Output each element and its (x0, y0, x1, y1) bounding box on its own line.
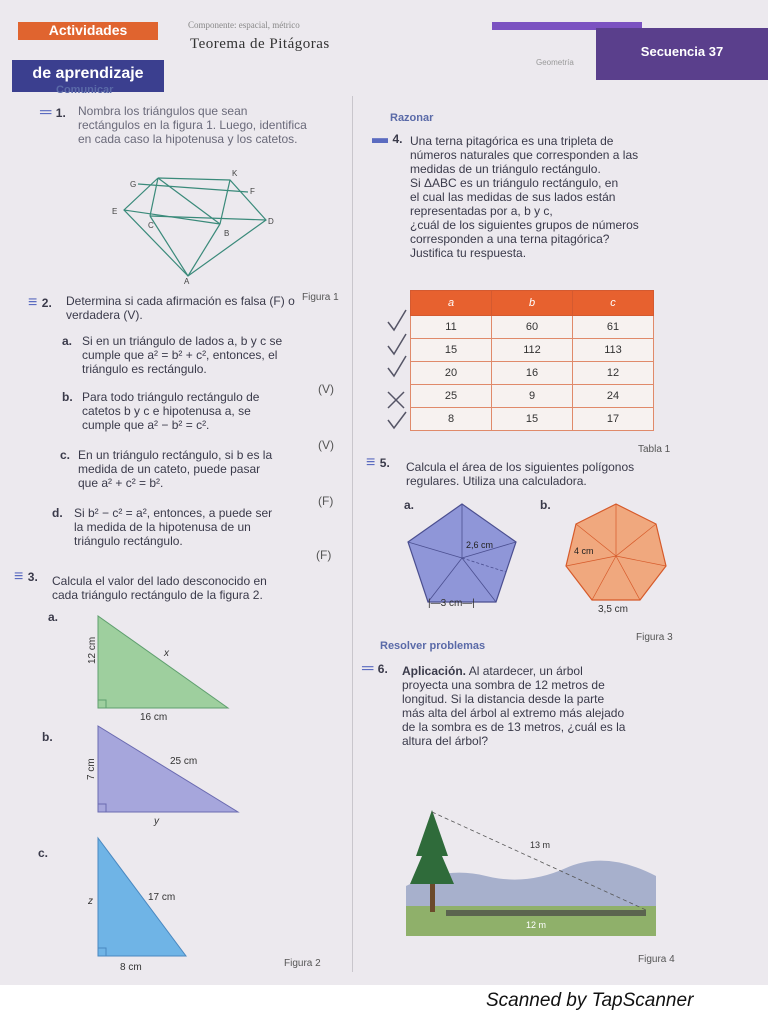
fig1-label: C (148, 221, 154, 230)
q3-number: 3. (27, 570, 38, 584)
q4-line: números naturales que corresponden a las (410, 148, 639, 162)
triangle-b-leg1: 7 cm (86, 758, 97, 780)
q4-line: representadas por a, b y c, (410, 204, 553, 218)
question-3 (14, 568, 38, 586)
check-mark-icon (388, 334, 406, 354)
table-cell: 25 (411, 385, 492, 408)
heptagon-radius-label: 4 cm (574, 546, 594, 556)
q6-line: Al atardecer, un árbol (468, 664, 583, 678)
table-row (411, 316, 654, 339)
section-razonar: Razonar (390, 112, 434, 124)
triangle-a (84, 612, 244, 724)
q3-text (52, 574, 267, 602)
q1-line: Nombra los triángulos que sean (78, 104, 248, 118)
table-1-caption: Tabla 1 (638, 444, 671, 455)
triangle-a-letter: a. (48, 610, 59, 624)
q4-line: ¿cuál de los siguientes grupos de números (410, 218, 639, 232)
q6-bold: Aplicación. (402, 664, 467, 678)
table-header-a: a (411, 291, 492, 316)
fig1-segment (220, 180, 230, 224)
q2a-line: Si en un triángulo de lados a, b y c se (82, 334, 283, 348)
triangle-c-leg2: 8 cm (120, 962, 142, 973)
q2-line: verdadera (V). (66, 308, 143, 322)
check-mark-icon (388, 356, 406, 376)
tree-icon (410, 810, 454, 884)
figure-4-illustration (406, 806, 656, 936)
q2-text (66, 294, 295, 322)
q4-line: Una terna pitagórica es una tripleta de (410, 134, 614, 148)
q2d-line: Si b² − c² = a², entonces, a puede ser (74, 506, 273, 520)
check-mark-icon (388, 310, 406, 330)
q2-number: 2. (41, 296, 52, 310)
triangle-b-letter: b. (42, 730, 53, 744)
q2c-answer: (F) (318, 494, 334, 508)
q6-line: longitud. Si la distancia desde la parte (402, 692, 605, 706)
table-cell: 60 (492, 316, 573, 339)
table-cell: 16 (492, 362, 573, 385)
table-header-row (411, 291, 654, 316)
question-1 (40, 104, 66, 122)
tree-shadow (446, 910, 646, 916)
fig1-segment (150, 216, 266, 220)
q2b (62, 390, 352, 432)
q5-line: Calcula el área de los siguientes polígonos (406, 460, 635, 474)
q1-number: 1. (55, 106, 66, 120)
q6-text (402, 664, 625, 748)
difficulty-icon: ▬ (372, 130, 388, 147)
triangle-c-leg1: z (88, 896, 93, 907)
q5-line: regulares. Utiliza una calculadora. (406, 474, 587, 488)
fig1-label: K (232, 169, 238, 178)
q2a-letter: a. (62, 334, 73, 348)
q2b-line: Para todo triángulo rectángulo de (82, 390, 260, 404)
q1-text (78, 104, 307, 146)
q4-number: 4. (392, 132, 403, 146)
q2d-letter: d. (52, 506, 63, 520)
handwritten-marks (384, 308, 410, 432)
fig1-segment (138, 184, 248, 192)
activities-bottom-label: de aprendizaje (12, 60, 164, 92)
figure-3-caption: Figura 3 (636, 632, 673, 643)
figure-4-caption: Figura 4 (638, 954, 675, 965)
fig1-label: G (130, 180, 137, 189)
q2b-line: cumple que a² − b² = c². (82, 418, 210, 432)
question-6 (362, 660, 388, 678)
table-row (411, 362, 654, 385)
triangle-b-hyp: 25 cm (170, 756, 198, 767)
q2c-letter: c. (60, 448, 71, 462)
q2-line: Determina si cada afirmación es falsa (F) o (66, 294, 295, 308)
q2a-answer: (V) (318, 382, 334, 396)
table-row (411, 385, 654, 408)
table-cell: 112 (492, 339, 573, 362)
q6-number: 6. (377, 662, 388, 676)
q6-line: altura del árbol? (402, 734, 489, 748)
question-5 (366, 454, 390, 472)
heptagon-side-label: 3,5 cm (598, 604, 629, 615)
scanner-watermark: Scanned by TapScanner (486, 990, 694, 1011)
figure-2-caption: Figura 2 (284, 958, 321, 969)
table-header-c: c (573, 291, 654, 316)
table-cell: 15 (492, 408, 573, 431)
fig1-label: E (112, 207, 118, 216)
q5-number: 5. (379, 456, 390, 470)
question-2 (28, 294, 52, 312)
triangle-a-leg1: 12 cm (87, 636, 98, 664)
q2b-line: catetos b y c e hipotenusa a, se (82, 404, 251, 418)
figure-1-caption: Figura 1 (302, 292, 339, 303)
column-divider (352, 96, 353, 972)
q2c-line: que a² + c² = b². (78, 476, 164, 490)
q2a (62, 334, 352, 376)
q4-line: el cual las medidas de sus lados están (410, 190, 616, 204)
q4-line: Si ΔABC es un triángulo rectángulo, en (410, 176, 619, 190)
fig1-label: B (224, 229, 230, 238)
q2c-line: En un triángulo rectángulo, si b es la (78, 448, 273, 462)
q2d-line: triángulo rectángulo. (74, 534, 183, 548)
triangle-c (84, 834, 204, 974)
q6-line: de la sombra es de 13 metros, ¿cuál es la (402, 720, 626, 734)
check-mark-icon (388, 412, 406, 428)
table-cell: 20 (411, 362, 492, 385)
q4-line: corresponden a una terna pitagórica? (410, 232, 610, 246)
triangle-b (84, 722, 244, 830)
q6-line: más alta del árbol al extremo más alejado (402, 706, 625, 720)
q5-text (406, 460, 634, 488)
difficulty-icon: ≡ (366, 454, 376, 471)
activities-top-label: Actividades (18, 22, 158, 40)
pentagon-apothem-label: 2,6 cm (466, 540, 494, 550)
table-row (411, 339, 654, 362)
table-cell: 17 (573, 408, 654, 431)
q6-line: proyecta una sombra de 12 metros de (402, 678, 605, 692)
q4-line: Justifica tu respuesta. (410, 246, 527, 260)
q2d (52, 506, 342, 548)
q2c-line: medida de un cateto, puede pasar (78, 462, 261, 476)
sequence-badge: Secuencia 37 (596, 28, 768, 80)
fig4-hyp-label: 13 m (530, 840, 551, 850)
triangle-a-hyp: x (164, 648, 169, 659)
fig1-segment (188, 224, 220, 276)
q2c (60, 448, 350, 490)
q1-line: rectángulos en la figura 1. Luego, identifica (78, 118, 307, 132)
fig1-outline (124, 178, 266, 276)
table-header-b: b (492, 291, 573, 316)
table-cell: 24 (573, 385, 654, 408)
component-label: Componente: espacial, métrico (188, 20, 300, 30)
q2d-answer: (F) (316, 548, 332, 562)
difficulty-icon: ═ (362, 660, 374, 677)
triangle-b-leg2: y (154, 816, 159, 827)
polygon-b-letter: b. (540, 498, 551, 512)
q3-line: cada triángulo rectángulo de la figura 2. (52, 588, 263, 602)
page-title: Teorema de Pitágoras (190, 36, 330, 52)
section-comunicar: Comunicar (56, 84, 114, 96)
difficulty-icon: ═ (40, 104, 52, 121)
q2a-line: cumple que a² = b² + c², entonces, el (82, 348, 278, 362)
activities-tab (0, 22, 160, 82)
q2b-letter: b. (62, 390, 73, 404)
q4-text (410, 134, 639, 260)
q1-line: en cada caso la hipotenusa y los catetos. (78, 132, 298, 146)
table-cell: 61 (573, 316, 654, 339)
section-resolver-problemas: Resolver problemas (380, 640, 486, 652)
table-cell: 11 (411, 316, 492, 339)
polygon-a-letter: a. (404, 498, 415, 512)
triangle-c-hyp: 17 cm (148, 892, 176, 903)
triangle-a-shape (98, 616, 228, 708)
fig1-label: A (184, 277, 190, 284)
table-cell: 113 (573, 339, 654, 362)
fig1-label: F (250, 187, 255, 196)
heptagon-figure (560, 500, 672, 608)
pentagon-side-value: 3 cm (440, 598, 463, 609)
q2a-line: triángulo es rectángulo. (82, 362, 207, 376)
table-cell: 12 (573, 362, 654, 385)
table-row (411, 408, 654, 431)
table-1 (410, 290, 654, 431)
difficulty-icon: ≡ (28, 294, 38, 311)
triangle-b-shape (98, 726, 238, 812)
fig1-segment (150, 216, 188, 276)
question-4 (372, 130, 402, 148)
fig4-base-label: 12 m (526, 920, 547, 930)
q4-line: medidas de un triángulo rectángulo. (410, 162, 601, 176)
difficulty-icon: ≡ (14, 568, 24, 585)
triangle-a-leg2: 16 cm (140, 712, 168, 723)
pentagon-side-label: |—3 cm—| (428, 598, 475, 609)
figure-1-diagram (108, 166, 288, 284)
branch-label: Geometría (536, 58, 574, 67)
table-cell: 15 (411, 339, 492, 362)
table-cell: 9 (492, 385, 573, 408)
triangle-c-letter: c. (38, 846, 49, 860)
fig1-label: D (268, 217, 274, 226)
q3-line: Calcula el valor del lado desconocido en (52, 574, 267, 588)
q2b-answer: (V) (318, 438, 334, 452)
table-cell: 8 (411, 408, 492, 431)
q2d-line: la medida de la hipotenusa de un (74, 520, 251, 534)
